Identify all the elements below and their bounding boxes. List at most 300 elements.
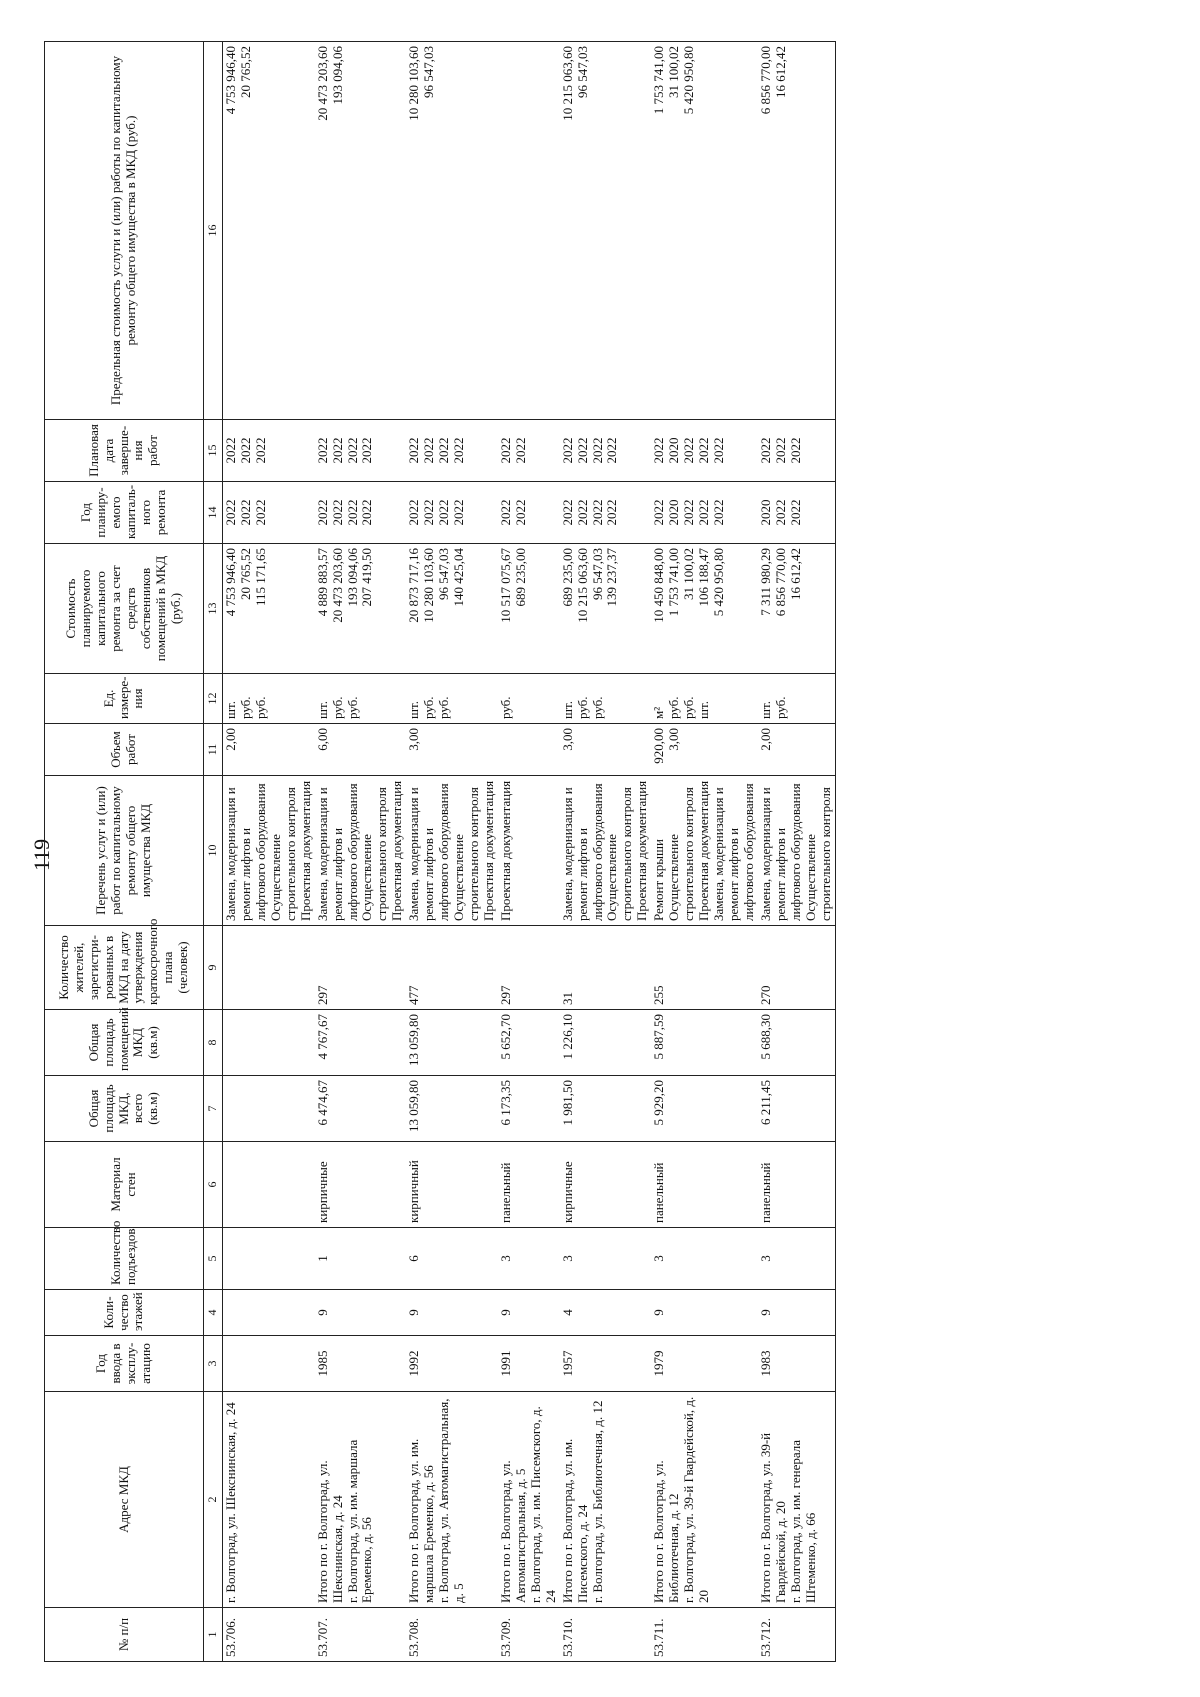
entrances-cell: 3 (560, 1228, 652, 1290)
address-cell (223, 1392, 315, 1608)
end-year-cell-line: 2022 (512, 437, 528, 464)
cost-cell (498, 544, 560, 674)
cost-cell-line: 20 473 203,60 (329, 548, 345, 623)
cost-cell-line: 193 094,06 (344, 548, 360, 607)
limit-cell-line: 96 547,03 (574, 46, 590, 98)
end-year-cell-line: 2022 (406, 437, 422, 464)
residents-cell: 297 (498, 926, 560, 1010)
plan-year-cell-line: 2022 (512, 499, 528, 526)
residents-cell (223, 926, 315, 1010)
unit-cell (560, 674, 652, 724)
end-year-cell-line: 2022 (359, 437, 375, 464)
plan-year-cell-line: 2022 (451, 499, 467, 526)
plan-year-cell-line: 2022 (436, 499, 452, 526)
col-header-8: Общая площадь помещений МКД (кв.м) (45, 1010, 204, 1076)
year-cell: 1991 (498, 1336, 560, 1392)
end-year-cell-line: 2022 (237, 437, 253, 464)
material-cell: панельный (498, 1142, 560, 1228)
plan-year-cell-line: 2022 (237, 499, 253, 526)
limit-cell-line: 4 753 946,40 (223, 46, 238, 115)
row-number: 53.710. (560, 1608, 652, 1662)
column-number-row (204, 42, 223, 1662)
end-year-cell-line: 2022 (772, 437, 788, 464)
unit-cell-line: руб. (421, 696, 437, 719)
end-year-cell-line: 2022 (421, 437, 437, 464)
material-cell (223, 1142, 315, 1228)
end-year-cell-line: 2022 (451, 437, 467, 464)
area-rooms-cell: 5 688,30 (758, 1010, 835, 1076)
residents-cell: 255 (651, 926, 758, 1010)
address-line: Итого по г. Волгоград, ул. им. маршала Еременко, д. 56 (406, 1438, 437, 1603)
cost-cell-line: 4 889 883,57 (314, 548, 330, 617)
end-year-cell-line: 2022 (559, 437, 575, 464)
plan-year-cell-line: 2022 (651, 499, 667, 526)
end-year-cell (406, 420, 498, 482)
works-cell-line: Осуществление строительного контроля (359, 787, 390, 921)
plan-year-cell-line: 2022 (589, 499, 605, 526)
cost-cell-line: 16 612,42 (787, 548, 803, 600)
unit-cell-line: руб. (252, 696, 268, 719)
end-year-cell-line: 2022 (436, 437, 452, 464)
volume-line: 6,00 (314, 728, 330, 751)
residents-cell: 297 (315, 926, 407, 1010)
works-cell-line: Замена, модернизация и ремонт лифтов и лифтового оборудования (711, 783, 756, 921)
works-cell (406, 776, 498, 926)
limit-cell-line: 31 100,02 (666, 46, 682, 98)
address-cell (498, 1392, 560, 1608)
works-cell (498, 776, 560, 926)
end-year-cell-line: 2022 (604, 437, 620, 464)
row-number: 53.707. (315, 1608, 407, 1662)
area-total-cell: 5 929,20 (651, 1076, 758, 1142)
year-cell (223, 1336, 315, 1392)
col-num-9: 9 (204, 926, 223, 1010)
unit-cell-line: руб. (436, 696, 452, 719)
end-year-cell-line: 2022 (589, 437, 605, 464)
limit-cell (651, 42, 758, 420)
plan-year-cell-line: 2022 (421, 499, 437, 526)
residents-cell: 270 (758, 926, 835, 1010)
plan-year-cell-line: 2022 (329, 499, 345, 526)
cost-cell-line: 115 171,65 (252, 548, 268, 607)
unit-cell-line: шт. (757, 701, 773, 719)
works-cell-line: Осуществление строительного контроля (604, 787, 635, 921)
col-num-15: 15 (204, 420, 223, 482)
col-num-3: 3 (204, 1336, 223, 1392)
col-num-10: 10 (204, 776, 223, 926)
rotated-table-scan (44, 42, 1198, 1662)
plan-year-cell-line: 2022 (559, 499, 575, 526)
col-header-9: Количество жителей, зарегистри-рованных в МКД на дату утверждения краткосрочного плана (человек) (45, 926, 204, 1010)
col-header-5: Количество подъездов (45, 1228, 204, 1290)
limit-cell (406, 42, 498, 420)
works-cell (315, 776, 407, 926)
end-year-cell-line: 2022 (252, 437, 268, 464)
table-row (498, 42, 560, 1662)
end-year-cell (315, 420, 407, 482)
row-number: 53.706. (223, 1608, 315, 1662)
works-cell-line: Замена, модернизация и ремонт лифтов и лифтового оборудования (314, 783, 360, 921)
col-num-16: 16 (204, 42, 223, 420)
address-line: Итого по г. Волгоград, ул. Шекснинская, д. 24 (314, 1460, 345, 1603)
end-year-cell-line: 2022 (787, 437, 803, 464)
volume-line: 2,00 (757, 728, 773, 751)
cost-cell-line: 140 425,04 (451, 548, 467, 607)
address-cell (315, 1392, 407, 1608)
cost-cell-line: 689 235,00 (512, 548, 528, 607)
cost-cell-line: 96 547,03 (436, 548, 452, 600)
row-number: 53.711. (651, 1608, 758, 1662)
entrances-cell: 3 (758, 1228, 835, 1290)
material-cell: кирпичные (560, 1142, 652, 1228)
row-number: 53.708. (406, 1608, 498, 1662)
limit-cell-line: 20 765,52 (237, 46, 253, 98)
unit-cell-line: руб. (344, 696, 360, 719)
end-year-cell-line: 2022 (757, 437, 773, 464)
limit-cell-line: 16 612,42 (772, 46, 788, 98)
end-year-cell-line: 2022 (223, 437, 238, 464)
limit-cell-line: 20 473 203,60 (314, 46, 330, 121)
area-rooms-cell: 13 059,80 (406, 1010, 498, 1076)
works-cell-line: Осуществление строительного контроля (451, 787, 481, 921)
plan-year-cell (560, 482, 652, 544)
area-rooms-cell: 5 887,59 (651, 1010, 758, 1076)
limit-cell (498, 42, 560, 420)
material-cell: кирпичный (406, 1142, 498, 1228)
address-cell (651, 1392, 758, 1608)
works-cell-line: Проектная документация (389, 780, 405, 921)
col-header-3: Год ввода в эксплу-атацию (45, 1336, 204, 1392)
volume-cell (406, 724, 498, 776)
unit-cell (223, 674, 315, 724)
address-cell (758, 1392, 835, 1608)
plan-year-cell (498, 482, 560, 544)
col-num-8: 8 (204, 1010, 223, 1076)
col-header-13: Стоимость планируемого капитального ремонта за счет средств собственников помещений в МКД (руб.) (45, 544, 204, 674)
col-header-6: Материал стен (45, 1142, 204, 1228)
volume-line: 920,00 (651, 728, 667, 764)
plan-year-cell-line: 2022 (223, 499, 238, 526)
unit-cell-line: м² (651, 706, 667, 719)
col-num-7: 7 (204, 1076, 223, 1142)
address-line: г. Волгоград, ул. Автомагистральная, д. 5 (436, 1398, 467, 1603)
plan-year-cell-line: 2022 (696, 499, 712, 526)
volume-line: 3,00 (406, 728, 422, 751)
end-year-cell (758, 420, 835, 482)
area-total-cell: 6 211,45 (758, 1076, 835, 1142)
address-line: г. Волгоград, ул. 39-й Гвардейской, д. 20 (681, 1396, 712, 1603)
works-cell-line: Проектная документация (696, 780, 712, 921)
cost-cell-line: 96 547,03 (589, 548, 605, 600)
unit-cell-line: руб. (574, 696, 590, 719)
end-year-cell (498, 420, 560, 482)
end-year-cell-line: 2022 (329, 437, 345, 464)
table-row (758, 42, 835, 1662)
works-cell-line: Ремонт крыши (651, 839, 667, 921)
end-year-cell-line: 2022 (344, 437, 360, 464)
floors-cell: 4 (560, 1290, 652, 1336)
works-cell (223, 776, 315, 926)
col-header-16: Предельная стоимость услуги и (или) работы по капитальному ремонту общего имущества в МКД (руб.) (45, 42, 204, 420)
end-year-cell-line: 2022 (696, 437, 712, 464)
residents-cell: 31 (560, 926, 652, 1010)
area-rooms-cell (223, 1010, 315, 1076)
cost-cell-line: 207 419,50 (359, 548, 375, 607)
table-row (315, 42, 407, 1662)
limit-cell-line: 1 753 741,00 (651, 46, 667, 115)
address-line: Итого по г. Волгоград, ул. Автомагистральная, д. 5 (497, 1460, 528, 1603)
unit-cell-line: руб. (329, 696, 345, 719)
area-total-cell: 13 059,80 (406, 1076, 498, 1142)
end-year-cell (651, 420, 758, 482)
address-line: Итого по г. Волгоград, ул. 39-й Гвардейской, д. 20 (757, 1432, 788, 1603)
col-num-6: 6 (204, 1142, 223, 1228)
unit-cell-line: руб. (772, 696, 788, 719)
unit-cell-line: шт. (406, 701, 422, 719)
row-number: 53.712. (758, 1608, 835, 1662)
material-cell: кирпичные (315, 1142, 407, 1228)
area-rooms-cell: 1 226,10 (560, 1010, 652, 1076)
header-row (45, 42, 204, 1662)
plan-year-cell (406, 482, 498, 544)
area-rooms-cell: 5 652,70 (498, 1010, 560, 1076)
plan-year-cell-line: 2022 (681, 499, 697, 526)
col-num-5: 5 (204, 1228, 223, 1290)
area-total-cell (223, 1076, 315, 1142)
cost-cell-line: 31 100,02 (681, 548, 697, 600)
plan-year-cell-line: 2022 (314, 499, 330, 526)
limit-cell-line: 5 420 950,80 (681, 46, 697, 115)
col-header-14: Год планиру-емого капиталь-ного ремонта (45, 482, 204, 544)
unit-cell-line: руб. (666, 696, 682, 719)
col-header-10: Перечень услуг и (или) работ по капитальному ремонту общего имущества МКД (45, 776, 204, 926)
plan-year-cell-line: 2022 (497, 499, 513, 526)
limit-cell-line: 10 215 063,60 (559, 46, 575, 121)
entrances-cell: 3 (498, 1228, 560, 1290)
address-cell (560, 1392, 652, 1608)
floors-cell: 9 (758, 1290, 835, 1336)
end-year-cell-line: 2022 (681, 437, 697, 464)
cost-cell (758, 544, 835, 674)
cost-cell (560, 544, 652, 674)
cost-cell (315, 544, 407, 674)
works-cell-line: Замена, модернизация и ремонт лифтов и лифтового оборудования (757, 783, 803, 921)
plan-year-cell (223, 482, 315, 544)
cost-cell-line: 20 765,52 (237, 548, 253, 600)
end-year-cell-line: 2022 (497, 437, 513, 464)
area-rooms-cell: 4 767,67 (315, 1010, 407, 1076)
unit-cell-line: руб. (497, 696, 513, 719)
plan-year-cell-line: 2022 (574, 499, 590, 526)
year-cell: 1957 (560, 1336, 652, 1392)
address-line: г. Волгоград, ул. Шекснинская, д. 24 (223, 1402, 238, 1603)
works-cell-line: Замена, модернизация и ремонт лифтов и лифтового оборудования (406, 783, 452, 921)
works-cell (651, 776, 758, 926)
plan-year-cell-line: 2022 (359, 499, 375, 526)
row-number: 53.709. (498, 1608, 560, 1662)
col-header-7: Общая площадь МКД, всего (кв.м) (45, 1076, 204, 1142)
plan-year-cell-line: 2022 (252, 499, 268, 526)
end-year-cell-line: 2022 (711, 437, 726, 464)
works-cell-line: Замена, модернизация и ремонт лифтов и лифтового оборудования (559, 783, 605, 921)
material-cell: панельный (651, 1142, 758, 1228)
col-header-15: Плановая дата заверше-ния работ (45, 420, 204, 482)
cost-cell-line: 10 280 103,60 (421, 548, 437, 623)
volume-cell (560, 724, 652, 776)
unit-cell (406, 674, 498, 724)
year-cell: 1985 (315, 1336, 407, 1392)
volume-line: 3,00 (666, 728, 682, 751)
end-year-cell-line: 2022 (651, 437, 667, 464)
cost-cell-line: 139 237,37 (604, 548, 620, 607)
volume-cell (651, 724, 758, 776)
cost-cell-line: 689 235,00 (559, 548, 575, 607)
plan-year-cell-line: 2022 (711, 499, 726, 526)
cost-cell-line: 10 450 848,00 (651, 548, 667, 623)
plan-year-cell-line: 2022 (604, 499, 620, 526)
col-num-11: 11 (204, 724, 223, 776)
address-cell (406, 1392, 498, 1608)
col-num-14: 14 (204, 482, 223, 544)
end-year-cell (560, 420, 652, 482)
floors-cell: 9 (315, 1290, 407, 1336)
plan-year-cell-line: 2022 (772, 499, 788, 526)
works-cell-line: Осуществление строительного контроля (802, 787, 833, 921)
entrances-cell: 6 (406, 1228, 498, 1290)
works-cell-line: Осуществление строительного контроля (666, 787, 697, 921)
unit-cell-line: шт. (314, 701, 330, 719)
volume-cell (498, 724, 560, 776)
cost-cell-line: 6 856 770,00 (772, 548, 788, 617)
cost-cell-line: 4 753 946,40 (223, 548, 238, 617)
unit-cell (758, 674, 835, 724)
year-cell: 1992 (406, 1336, 498, 1392)
works-cell-line: Проектная документация (497, 780, 513, 921)
col-header-2: Адрес МКД (45, 1392, 204, 1608)
works-cell-line: Осуществление строительного контроля (267, 787, 298, 921)
residents-cell: 477 (406, 926, 498, 1010)
page-number: 119 (29, 838, 54, 871)
entrances-cell: 3 (651, 1228, 758, 1290)
plan-year-cell (651, 482, 758, 544)
col-header-4: Коли-чество этажей (45, 1290, 204, 1336)
works-cell (560, 776, 652, 926)
cost-cell-line: 1 753 741,00 (666, 548, 682, 617)
address-line: г. Волгоград, ул. им. маршала Еременко, д. 56 (344, 1439, 375, 1603)
unit-cell-line: шт. (696, 701, 712, 719)
works-cell-line: Замена, модернизация и ремонт лифтов и лифтового оборудования (223, 783, 268, 921)
limit-cell (315, 42, 407, 420)
address-line: г. Волгоград, ул. им. Писемского, д. 24 (527, 1406, 558, 1603)
address-line: Итого по г. Волгоград, ул. им. Писемского, д. 24 (559, 1438, 590, 1603)
area-total-cell: 6 173,35 (498, 1076, 560, 1142)
address-line: Итого по г. Волгоград, ул. Библиотечная, д. 12 (651, 1460, 682, 1603)
unit-cell-line: шт. (559, 701, 575, 719)
table-row (406, 42, 498, 1662)
floors-cell: 9 (651, 1290, 758, 1336)
unit-cell-line: шт. (223, 701, 238, 719)
plan-year-cell-line: 2020 (757, 499, 773, 526)
cost-cell (651, 544, 758, 674)
table-row (223, 42, 315, 1662)
plan-year-cell-line: 2022 (406, 499, 422, 526)
col-num-2: 2 (204, 1392, 223, 1608)
table-body (223, 42, 836, 1662)
limit-cell (560, 42, 652, 420)
works-cell-line: Проектная документация (480, 780, 496, 921)
floors-cell: 9 (406, 1290, 498, 1336)
year-cell: 1979 (651, 1336, 758, 1392)
col-num-12: 12 (204, 674, 223, 724)
floors-cell (223, 1290, 315, 1336)
unit-cell (315, 674, 407, 724)
cost-cell-line: 106 188,47 (696, 548, 712, 607)
works-cell-line: Проектная документация (634, 780, 650, 921)
col-num-1: 1 (204, 1608, 223, 1662)
volume-line: 3,00 (559, 728, 575, 751)
cost-cell (406, 544, 498, 674)
col-header-11: Объем работ (45, 724, 204, 776)
cost-cell-line: 10 215 063,60 (574, 548, 590, 623)
col-num-13: 13 (204, 544, 223, 674)
floors-cell: 9 (498, 1290, 560, 1336)
plan-year-cell-line: 2022 (787, 499, 803, 526)
cost-cell-line: 10 517 075,67 (497, 548, 513, 623)
unit-cell (651, 674, 758, 724)
entrances-cell: 1 (315, 1228, 407, 1290)
limit-cell (223, 42, 315, 420)
table-row (651, 42, 758, 1662)
plan-year-cell (315, 482, 407, 544)
year-cell: 1983 (758, 1336, 835, 1392)
address-line: г. Волгоград, ул. Библиотечная, д. 12 (589, 1400, 605, 1603)
cost-cell-line: 5 420 950,80 (711, 548, 726, 617)
cost-cell-line: 7 311 980,29 (757, 548, 773, 616)
volume-cell (758, 724, 835, 776)
material-cell: панельный (758, 1142, 835, 1228)
plan-year-cell-line: 2020 (666, 499, 682, 526)
plan-year-cell (758, 482, 835, 544)
volume-cell (315, 724, 407, 776)
entrances-cell (223, 1228, 315, 1290)
limit-cell-line: 96 547,03 (421, 46, 437, 98)
works-cell-line: Проектная документация (297, 780, 313, 921)
end-year-cell-line: 2022 (314, 437, 330, 464)
area-total-cell: 1 981,50 (560, 1076, 652, 1142)
works-cell (758, 776, 835, 926)
volume-line: 2,00 (223, 728, 238, 751)
end-year-cell-line: 2022 (574, 437, 590, 464)
volume-cell (223, 724, 315, 776)
limit-cell (758, 42, 835, 420)
limit-cell-line: 10 280 103,60 (406, 46, 422, 121)
end-year-cell (223, 420, 315, 482)
col-num-4: 4 (204, 1290, 223, 1336)
unit-cell-line: руб. (589, 696, 605, 719)
table-row (560, 42, 652, 1662)
cost-cell-line: 20 873 717,16 (406, 548, 422, 623)
address-line: г. Волгоград, ул. им. генерала Штеменко, д. 66 (787, 1440, 818, 1603)
area-total-cell: 6 474,67 (315, 1076, 407, 1142)
plan-year-cell-line: 2022 (344, 499, 360, 526)
cost-cell (223, 544, 315, 674)
unit-cell (498, 674, 560, 724)
col-header-12: Ед. измере-ния (45, 674, 204, 724)
end-year-cell-line: 2020 (666, 437, 682, 464)
unit-cell-line: руб. (681, 696, 697, 719)
unit-cell-line: руб. (237, 696, 253, 719)
capital-repair-table (44, 41, 836, 1662)
